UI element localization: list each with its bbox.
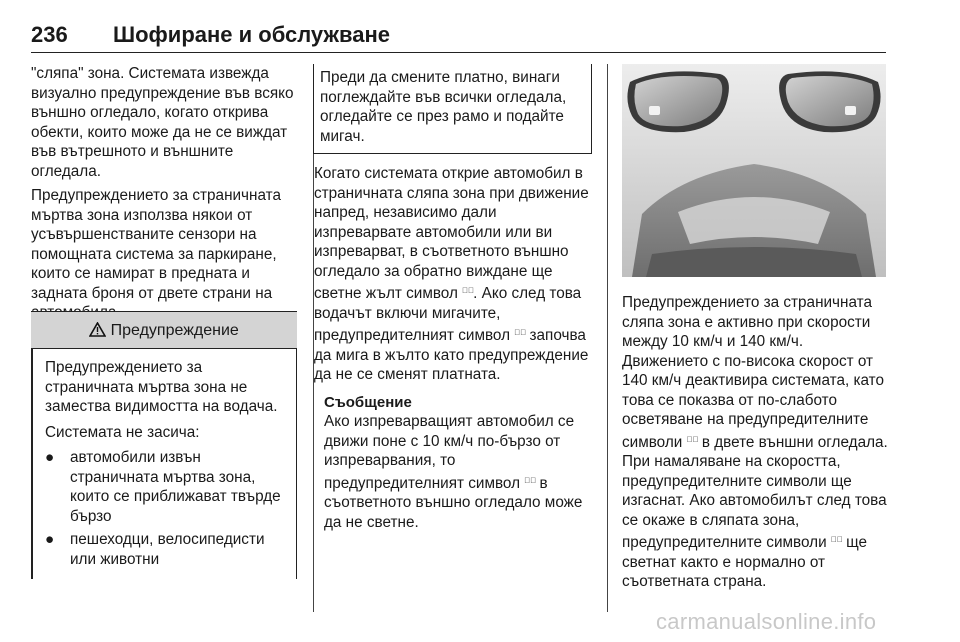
list-item: ● автомобили извън страничната мъртва зона, които се приближават твърде бързо: [45, 449, 281, 525]
message-block: [314, 393, 596, 533]
blind-spot-symbol-icon: ⊿⃝: [524, 475, 536, 485]
paragraph: Когато системата открие автомобил в страничната сляпа зона при движение напред, независимо дали изпреварвате автомобили или ви изпреварват, в съответното външно огледало за обратно виждане ще светне жълт символ ⊿⃝. Ако след това водачът включи мигачите, предупредителният символ ⊿⃝ започва да мига в жълто като предупреждение да не се сменят платната.: [314, 165, 589, 383]
page-header: [31, 22, 886, 53]
side-mirror-blind-spot-icon: [622, 64, 886, 277]
warning-heading: Предупреждение: [110, 322, 239, 339]
watermark: carmanualsonline.info: [656, 609, 877, 634]
column-divider: [607, 64, 608, 612]
page-number: 236: [31, 22, 68, 47]
column-1: [31, 64, 303, 328]
blind-spot-symbol-icon: ⊿⃝: [514, 328, 526, 337]
paragraph: Предупреждението за страничната сляпа зона е активно при скорости между 10 км/ч и 140 км/ч. Движението с по-висока скорост от 140 км/ч деактивира системата, като това се показва от по-слабото осветяване на предупредителните символи ⊿⃝ в двете външни огледала. При намаляване на скоростта, предупредителните символи ще изгаснат. Ако автомобилът след това се окаже в сляпата зона, предупредителните символи ⊿⃝ ще светнат както е нормално от съответната страна.: [622, 294, 888, 590]
paragraph: Предупреждението за страничната мъртва зона използва някои от усъвършенстваните сензори на помощната система за паркиране, които се намират в предната и задната броня от двете страни на: [31, 187, 281, 302]
caution-text: Преди да смените платно, винаги поглеждайте във всички огледала, огледайте се през рамо и подайте мигач.: [320, 69, 567, 145]
warning-triangle-icon: [89, 322, 110, 339]
warning-heading-bar: [31, 311, 297, 349]
page-title: Шофиране и обслужване: [113, 22, 391, 47]
blind-spot-symbol-icon: ⊿⃝: [830, 535, 842, 544]
column-3: [622, 293, 890, 597]
blind-spot-symbol-icon: ⊿⃝: [462, 286, 474, 295]
message-paragraph: Ако изпреварващият автомобил се движи поне с 10 км/ч по-бързо от изпреварвания, то предупредителният символ ⊿⃝ в съответното външно огледало може да не светне.: [324, 413, 583, 531]
warning-box: [31, 311, 297, 579]
caution-box: [313, 64, 592, 154]
warning-paragraph: Системата не засича:: [45, 423, 200, 441]
column-2: [314, 164, 596, 537]
blind-spot-symbol-icon: ⊿⃝: [686, 434, 698, 444]
list-item: ● пешеходци, велосипедисти или животни: [45, 531, 265, 568]
warning-paragraph: Предупреждението за страничната мъртва зона не замества видимостта на водача.: [45, 359, 278, 415]
paragraph: "сляпа" зона. Системата извежда визуално предупреждение във всяко външно огледало, когато открива обекти, които може да не се виждат във вътрешното и външните огледала.: [31, 65, 294, 180]
message-heading: Съобщение: [324, 393, 412, 411]
